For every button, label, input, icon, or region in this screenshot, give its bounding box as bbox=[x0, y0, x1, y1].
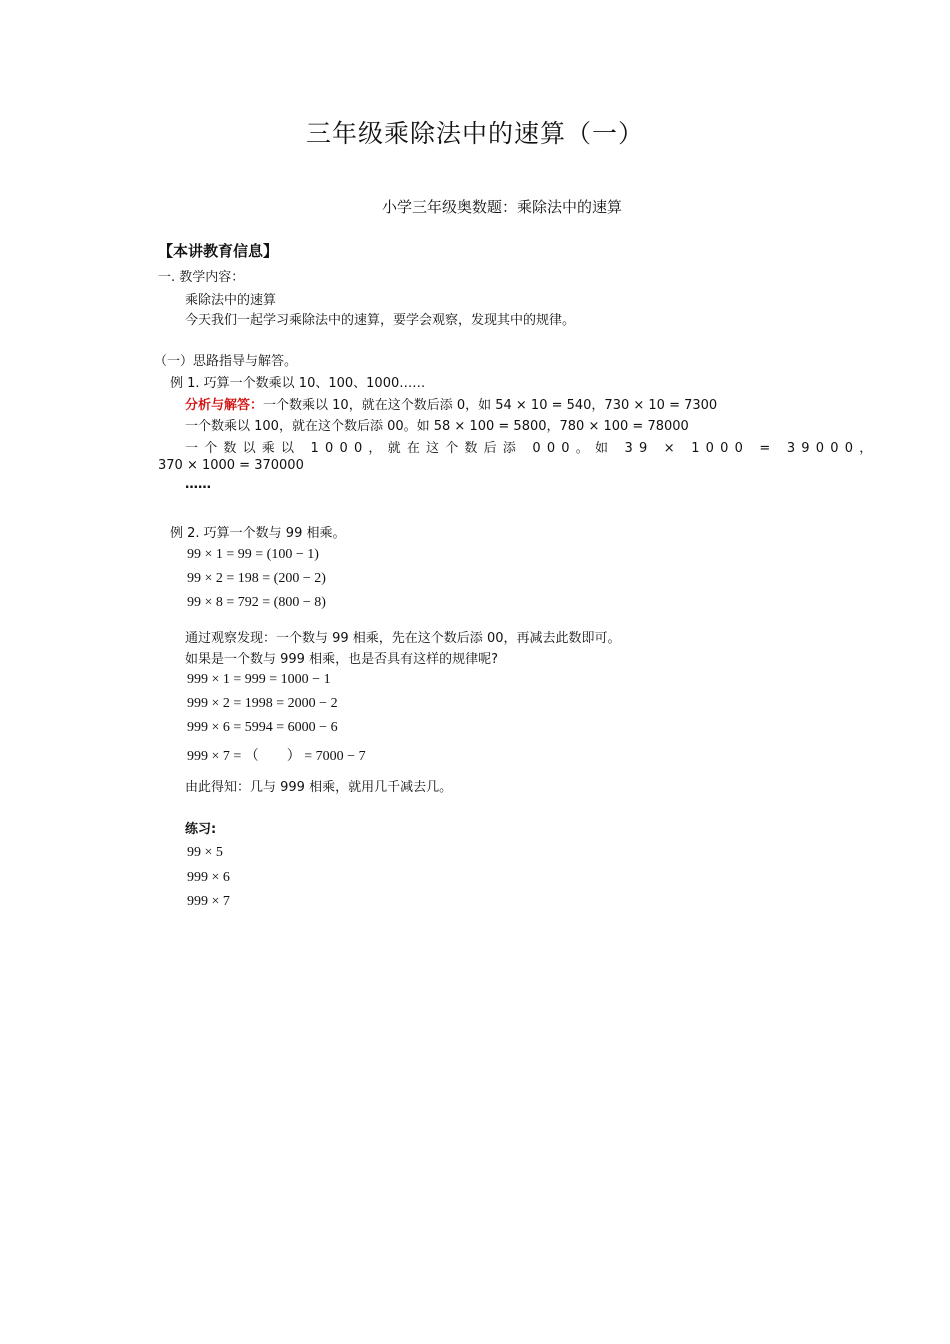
teaching-intro: 今天我们一起学习乘除法中的速算，要学会观察，发现其中的规律。 bbox=[185, 313, 576, 328]
page-title: 三年级乘除法中的速算（一） bbox=[305, 119, 644, 148]
question-text: 如果是一个数与 999 相乘，也是否具有这样的规律呢? bbox=[185, 652, 498, 667]
equation-99-2: 99 × 2 = 198 = (200 − 2) bbox=[187, 571, 326, 586]
equation-999-2: 999 × 2 = 1998 = 2000 − 2 bbox=[187, 696, 338, 711]
equation-999-1: 999 × 1 = 999 = 1000 − 1 bbox=[187, 672, 331, 687]
part1-heading: （一）思路指导与解答。 bbox=[154, 354, 298, 369]
conclusion-text: 由此得知：几与 999 相乘，就用几千减去几。 bbox=[185, 780, 453, 795]
page-subtitle: 小学三年级奥数题：乘除法中的速算 bbox=[381, 198, 622, 216]
section-header: 【本讲教育信息】 bbox=[158, 242, 279, 260]
practice-item: 99 × 5 bbox=[187, 845, 223, 860]
practice-item: 999 × 7 bbox=[187, 894, 230, 909]
practice-item: 999 × 6 bbox=[187, 870, 230, 885]
equation-999-7: 999 × 7 = （ ） = 7000 − 7 bbox=[187, 749, 366, 764]
teaching-content-heading: 一. 教学内容： bbox=[158, 270, 245, 285]
equation-999-6: 999 × 6 = 5994 = 6000 − 6 bbox=[187, 720, 338, 735]
example1-line3: 一个数以乘以 1000，就在这个数后添 000。如 39 × 1000 = 39000， bbox=[185, 441, 879, 456]
example2-prompt: 例 2. 巧算一个数与 99 相乘。 bbox=[170, 526, 346, 541]
equation-99-1: 99 × 1 = 99 = (100 − 1) bbox=[187, 547, 319, 562]
example1-line1-text: 一个数乘以 10，就在这个数后添 0，如 54 × 10 = 540，730 × 10 = 7300 bbox=[263, 398, 718, 413]
example1-ellipsis: …… bbox=[185, 477, 211, 492]
equation-99-8: 99 × 8 = 792 = (800 − 8) bbox=[187, 595, 326, 610]
example1-line1 bbox=[185, 394, 717, 413]
practice-label: 练习: bbox=[185, 822, 217, 837]
example1-line4: 370 × 1000 = 370000 bbox=[158, 458, 304, 473]
example1-prompt: 例 1. 巧算一个数乘以 10、100、1000…… bbox=[170, 376, 426, 391]
teaching-topic: 乘除法中的速算 bbox=[185, 293, 277, 308]
observation-text: 通过观察发现：一个数与 99 相乘，先在这个数后添 00，再减去此数即可。 bbox=[185, 631, 621, 646]
analysis-label: 分析与解答： bbox=[185, 398, 264, 413]
example1-line2: 一个数乘以 100，就在这个数后添 00。如 58 × 100 = 5800，780 × 100 = 78000 bbox=[185, 419, 689, 434]
